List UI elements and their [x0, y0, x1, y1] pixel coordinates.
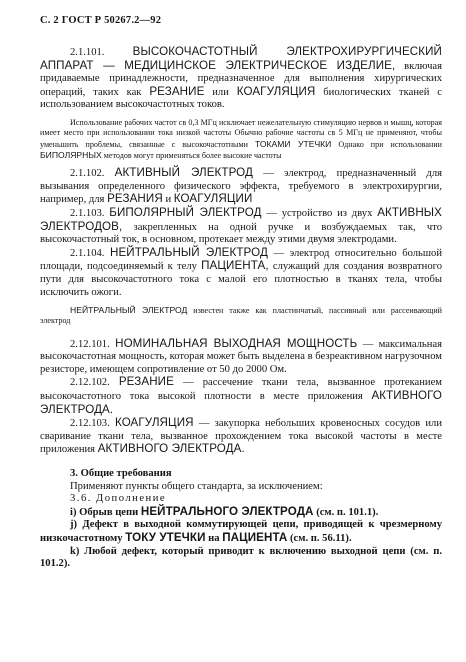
term-patient: ПАЦИЕНТА [222, 531, 288, 544]
item-text: на [208, 533, 220, 544]
subsection-3-6: 3.6. Дополнение [70, 493, 167, 505]
definition-text: и [165, 194, 172, 206]
definition-term: БИПОЛЯРНЫЙ ЭЛЕКТРОД [109, 205, 262, 219]
definition-number: 2.1.103. [70, 207, 105, 219]
definition-text: закрепленных на одной ручке и возбуждаемых так, что высокочастотный ток, в основном, протекает между этими двумя электродами. [40, 221, 442, 246]
term-coagulation: КОАГУЛЯЦИЯ [236, 84, 316, 98]
definition-text: — электрод, предназначенный для вызывания определенного физического эффекта, требуемого в электрохирургии, например, для [40, 168, 442, 206]
term-cutting: РЕЗАНИЕ [149, 84, 205, 98]
definition-2-12-103 [40, 417, 442, 457]
note-term: ТОКАМИ УТЕЧКИ [254, 138, 332, 149]
definition-text: биологических тканей с использованием высокочастотных токов. [40, 86, 442, 111]
note-text: методов могут применяться более высокие частоты [103, 150, 282, 160]
item-i [40, 506, 442, 520]
definition-text: — максимальная высокочастотная мощность, которая может быть выделена в безреактивном нагрузочном резисторе, имеющем сопротивление от 50 до 2000 Ом. [40, 338, 443, 375]
section-3-intro: Применяют пункты общего стандарта, за исключением: [70, 480, 323, 492]
definition-2-1-102 [40, 167, 442, 207]
term-active-electrodes: АКТИВНЫХ ЭЛЕКТРОДОВ, [40, 205, 442, 233]
term-neutral-electrode: НЕЙТРАЛЬНОГО ЭЛЕКТРОДА [140, 504, 314, 518]
definition-2-1-101 [40, 46, 442, 112]
definition-term: ВЫСОКОЧАСТОТНЫЙ ЭЛЕКТРОХИРУРГИЧЕСКИЙ АППАРАТ — МЕДИЦИНСКОЕ ЭЛЕКТРИЧЕСКОЕ ИЗДЕЛИЕ, [40, 45, 442, 72]
term-active-electrode: АКТИВНОГО ЭЛЕКТРОДА. [97, 442, 245, 456]
item-text: i) Обрыв цепи [70, 506, 139, 518]
item-text: (см. п. 101.1). [316, 506, 379, 518]
note-text: Однако при использовании [338, 139, 442, 149]
neutral-electrode-note [40, 305, 442, 327]
definition-text: — рассечение ткани тела, вызванное протеканием высокочастотного тока высокой плотности в месте приложения [40, 377, 443, 403]
item-text: (см. п. 56.11). [290, 533, 352, 544]
definition-term: КОАГУЛЯЦИЯ [114, 416, 194, 430]
definition-term: РЕЗАНИЕ [118, 375, 174, 389]
page-header: С. 2 ГОСТ Р 50267.2—92 [40, 15, 162, 26]
definition-text: — электрод относительно большой площади, подсоединяемый к телу [40, 247, 443, 273]
definition-2-12-102 [40, 376, 442, 417]
item-text: j) Дефект в выходной коммутирующей цепи, приводящей к чрезмерному низкочастотному [40, 519, 442, 544]
item-j [40, 519, 442, 545]
definition-number: 2.1.104. [70, 247, 105, 259]
definition-term: НОМИНАЛЬНАЯ ВЫХОДНАЯ МОЩНОСТЬ [115, 336, 358, 350]
note-text: Использование рабочих частот св 0,3 МГц исключает нежелательную стимуляцию нервов и мышц, которая имеет место при использовании тока низкой частоты Обычно рабочие частоты св 5 МГц не применяют, чтобы уменьшить проблемы, связанные с высокочастотными [40, 117, 442, 149]
definition-text: — закупорка небольших кровеносных сосудов или сваривание ткани тела, вызванное прохождением тока высокой частоты в месте приложения [40, 418, 443, 456]
term-patient: ПАЦИЕНТА, [201, 259, 269, 273]
definition-number: 2.1.101. [70, 47, 105, 58]
term-cutting: РЕЗАНИЯ [107, 192, 163, 206]
definition-number: 2.12.103. [70, 418, 110, 430]
note-term: БИПОЛЯРНЫХ [40, 149, 102, 160]
definition-number: 2.12.101. [70, 338, 110, 350]
item-k: k) Любой дефект, который приводит к включению выходной цепи (см. п. 101.2). [40, 545, 442, 570]
definition-text: служащий для создания возвратного пути для высокочастотного тока с малой его плотностью в тканях тела, чтобы исключить ожоги. [40, 261, 442, 298]
definition-2-1-103 [40, 207, 442, 247]
section-3-heading: 3. Общие требования [70, 468, 172, 480]
term-leakage-current: ТОКУ УТЕЧКИ [125, 531, 206, 544]
document-body [40, 46, 442, 571]
definition-2-1-104 [40, 247, 442, 299]
term-active-electrode: АКТИВНОГО ЭЛЕКТРОДА. [40, 389, 443, 416]
definition-text: — устройство из двух [266, 207, 373, 219]
note-term: НЕЙТРАЛЬНЫЙ ЭЛЕКТРОД [70, 305, 188, 316]
definition-2-12-101 [40, 338, 442, 377]
definition-number: 2.12.102. [70, 377, 110, 389]
definition-text: включая придаваемые принадлежности, предназначенное для выполнения хирургических операций, таких как [40, 60, 442, 98]
definition-term: НЕЙТРАЛЬНЫЙ ЭЛЕКТРОД [109, 245, 268, 259]
definition-number: 2.1.102. [70, 168, 105, 180]
frequency-note [40, 118, 442, 161]
definition-text: или [212, 86, 229, 98]
note-text: известен также как пластинчатый, пассивный или рассеивающий электрод [40, 306, 442, 326]
term-coagulation: КОАГУЛЯЦИИ [173, 192, 253, 206]
definition-term: АКТИВНЫЙ ЭЛЕКТРОД [114, 166, 253, 180]
